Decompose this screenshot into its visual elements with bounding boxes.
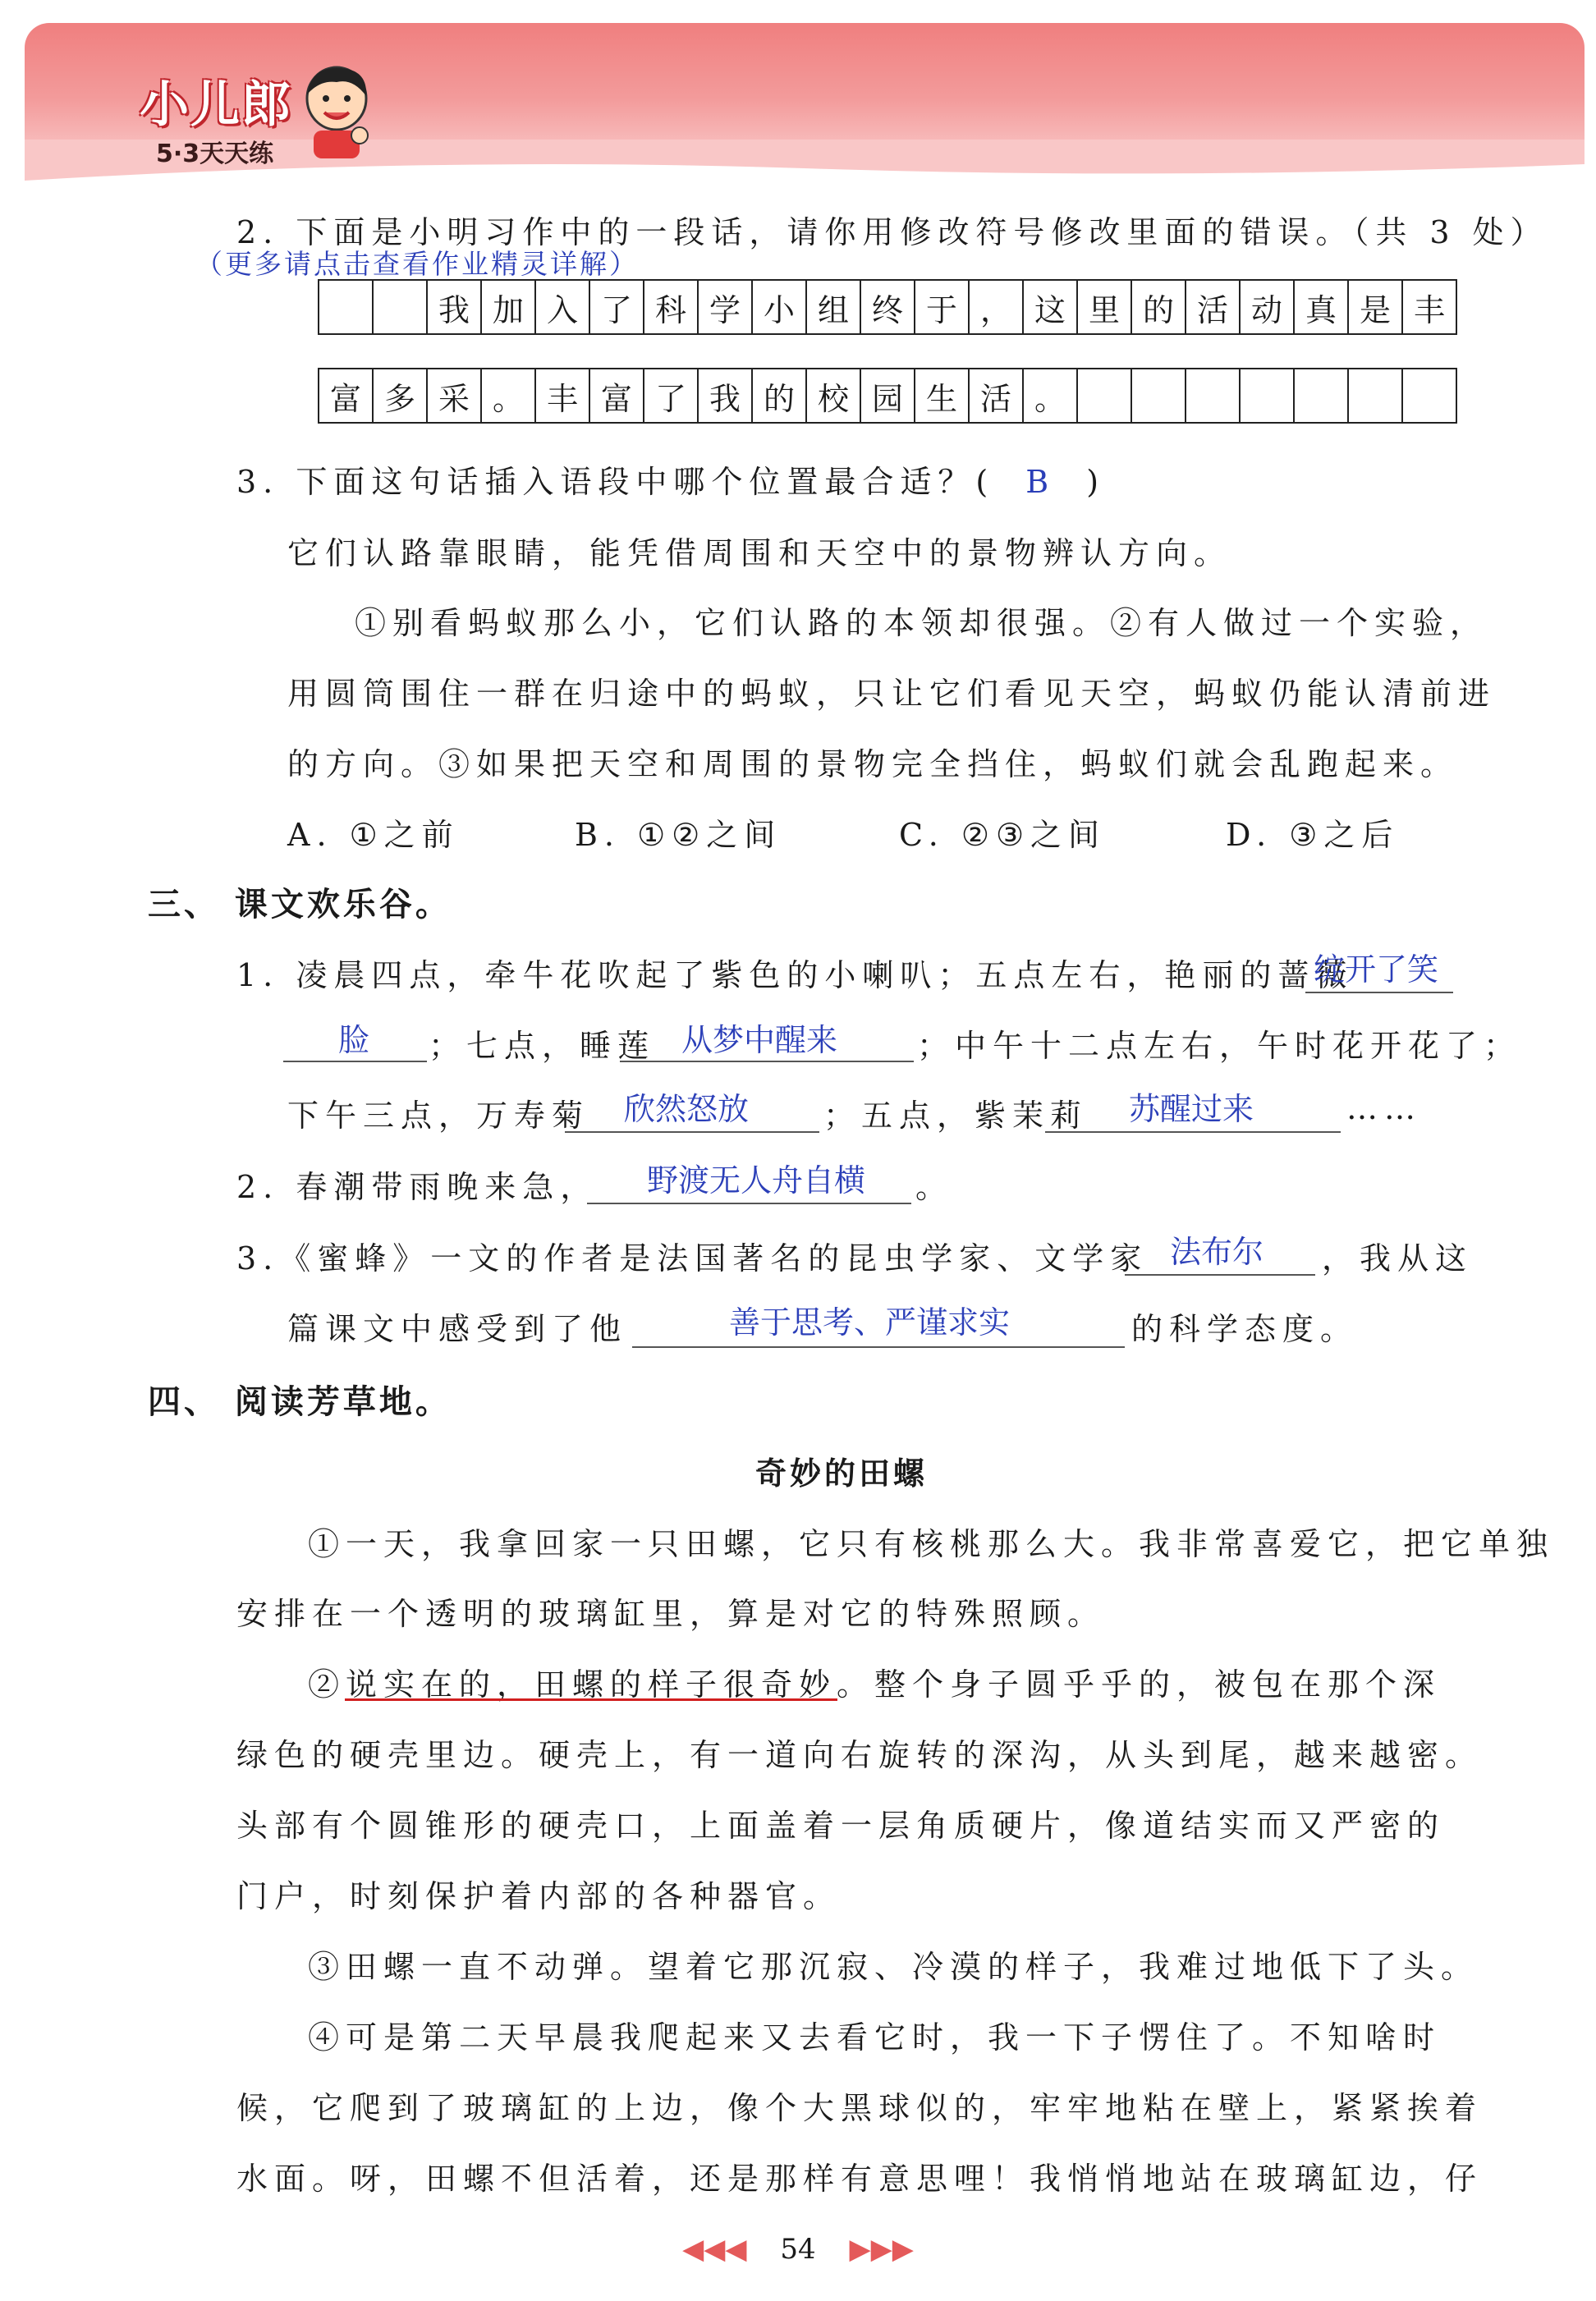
grid-cell: 活 [1186,280,1240,334]
s3-q1-answer3: 欣然怒放 [624,1091,750,1127]
s3-q3-mid: ，我从这 [1322,1240,1474,1277]
grid-cell: 里 [1077,280,1131,334]
p2-line1 [308,1659,1441,1704]
grid-cell: 富 [589,369,644,423]
p4-line3: 水面。呀，田螺不但活着，还是那样有意思哩！我悄悄地站在玻璃缸边，仔 [236,2161,1484,2197]
p2-line4: 门户，时刻保护着内部的各种器官。 [236,1878,842,1914]
grid-cell: 小 [752,280,806,334]
grid-cell: 动 [1240,280,1294,334]
red-underline [345,1698,837,1701]
grid-cell: 富 [319,369,373,423]
detail-link[interactable]: （更多请点击查看作业精灵详解） [195,248,639,280]
s3-q1-answer4: 苏醒过来 [1129,1091,1254,1127]
s3-q3-line2a: 篇课文中感受到了他 [287,1311,628,1347]
option-d: D. ③之后 [1226,817,1400,853]
s3-q1-mid2: ；中午十二点左右，午时花开花了； [917,1028,1522,1064]
page-number: 54 [780,2233,816,2266]
q3-question [236,456,1105,502]
section-3-heading: 三、 课文欢乐谷。 [148,886,452,924]
s3-q3-answer1: 法布尔 [1170,1234,1264,1270]
p4-line1: ④可是第二天早晨我爬起来又去看它时，我一下子愣住了。不知啥时 [308,2019,1442,2056]
grid-cell: 生 [915,369,969,423]
q3-close-paren: ) [1086,464,1106,500]
grid-cell: 丰 [535,369,589,423]
grid-cell [1348,369,1402,423]
option-b: B. ①②之间 [575,817,782,853]
grid-cell: 组 [806,280,860,334]
grid-cell: 多 [373,369,427,423]
next-page-arrows[interactable]: ▶▶▶ [849,2233,914,2266]
s3-q1-line3b: ；五点，紫茉莉 [823,1098,1089,1134]
grid-cell: 这 [1023,280,1077,334]
grid-cell [1186,369,1240,423]
p1-line2: 安排在一个透明的玻璃缸里，算是对它的特殊照顾。 [236,1596,1106,1632]
p4-line2: 候，它爬到了玻璃缸的上边，像个大黑球似的，牢牢地粘在壁上，紧紧挨着 [236,2090,1484,2126]
q3-question-text: 3. 下面这句话插入语段中哪个位置最合适？( [236,464,995,500]
q3-sentence: 它们认路靠眼睛，能凭借周围和天空中的景物辨认方向。 [287,535,1232,571]
s3-q1-line3a: 下午三点，万寿菊 [287,1098,590,1134]
correction-grid-2 [318,368,1457,424]
grid-cell: 真 [1294,280,1348,334]
q2-question: 2. 下面是小明习作中的一段话，请你用修改符号修改里面的错误。（共 3 处） [236,214,1548,250]
option-c: C. ②③之间 [899,817,1107,853]
s3-q1-ellipsis: …… [1346,1090,1422,1126]
grid-cell [1402,369,1456,423]
grid-cell [373,280,427,334]
correction-grid [318,279,1457,335]
p1-line1: ①一天，我拿回家一只田螺，它只有核桃那么大。我非常喜爱它，把它单独 [308,1526,1555,1562]
q3-answer: B [1025,464,1056,500]
grid-cell: 采 [427,369,481,423]
section-4-heading: 四、 阅读芳草地。 [148,1383,452,1421]
grid-cell: 我 [427,280,481,334]
grid-cell: 科 [644,280,698,334]
answer-underline [1305,992,1453,993]
grid-cell [1077,369,1131,423]
p3-line1: ③田螺一直不动弹。望着它那沉寂、冷漠的样子，我难过地低下了头。 [308,1949,1479,1985]
grid-cell: ， [969,280,1023,334]
grid-cell: 的 [1131,280,1186,334]
grid-cell: 校 [806,369,860,423]
grid-cell: 我 [698,369,752,423]
s3-q3-line2b: 的科学态度。 [1131,1311,1359,1347]
grid-row-2 [319,369,1456,423]
s3-q1-mid1: ；七点，睡莲 [429,1028,656,1064]
answer-underline [1045,1131,1341,1133]
grid-cell: 于 [915,280,969,334]
answer-underline [632,1346,1125,1348]
answer-underline [620,1061,914,1062]
logo-text: 小儿郎 [140,76,292,134]
grid-cell: 。 [1023,369,1077,423]
grid-cell [319,280,373,334]
answer-underline [1125,1274,1315,1276]
grid-cell: 了 [589,280,644,334]
grid-cell [1294,369,1348,423]
option-a: A. ①之前 [287,817,460,853]
grid-row-1 [319,280,1456,334]
prev-page-arrows[interactable]: ◀◀◀ [682,2233,747,2266]
brand-logo [140,66,292,169]
p2-rest: 。整个身子圆乎乎的，被包在那个深 [837,1666,1442,1703]
answer-underline [283,1061,427,1062]
grid-cell: 学 [698,280,752,334]
grid-cell: 园 [860,369,915,423]
s3-q1-answer1a: 绽开了笑 [1314,951,1439,988]
page-footer [0,2233,1596,2266]
grid-cell [1131,369,1186,423]
grid-cell: 了 [644,369,698,423]
s3-q1-answer1b: 脸 [338,1022,370,1058]
series-name: 5·3天天练 [156,140,274,168]
answer-underline [587,1203,911,1204]
s3-q3-answer2: 善于思考、严谨求实 [729,1304,1011,1341]
s3-q2-answer: 野渡无人舟自横 [647,1162,866,1199]
p2-underlined-sentence: ②说实在的，田螺的样子很奇妙 [308,1666,837,1703]
p2-line2: 绿色的硬壳里边。硬壳上，有一道向右旋转的深沟，从头到尾，越来越密。 [236,1737,1484,1773]
p2-line3: 头部有个圆锥形的硬壳口，上面盖着一层角质硬片，像道结实而又严密的 [236,1808,1446,1844]
s3-q1-answer2: 从梦中醒来 [681,1022,838,1058]
grid-cell: 的 [752,369,806,423]
grid-cell: 加 [481,280,535,334]
s3-q3-text: 3.《蜜蜂》一文的作者是法国著名的昆虫学家、文学家 [236,1240,1149,1277]
s3-q2-end: 。 [915,1169,954,1205]
s3-q2-text: 2. 春潮带雨晚来急， [236,1169,598,1205]
grid-cell: 。 [481,369,535,423]
grid-cell: 入 [535,280,589,334]
s3-q1-line1: 1. 凌晨四点，牵牛花吹起了紫色的小喇叭；五点左右，艳丽的蔷薇 [236,957,1354,993]
q3-para-line3: 的方向。③如果把天空和周围的景物完全挡住，蚂蚁们就会乱跑起来。 [287,746,1459,782]
answer-underline [565,1131,819,1133]
grid-cell [1240,369,1294,423]
passage-title: 奇妙的田螺 [754,1455,928,1492]
grid-cell: 活 [969,369,1023,423]
grid-cell: 丰 [1402,280,1456,334]
grid-cell: 是 [1348,280,1402,334]
mascot-icon [296,62,378,160]
grid-cell: 终 [860,280,915,334]
q3-para-line1: ①别看蚂蚁那么小，它们认路的本领却很强。②有人做过一个实验， [355,605,1488,641]
q3-para-line2: 用圆筒围住一群在归途中的蚂蚁，只让它们看见天空，蚂蚁仍能认清前进 [287,676,1497,712]
